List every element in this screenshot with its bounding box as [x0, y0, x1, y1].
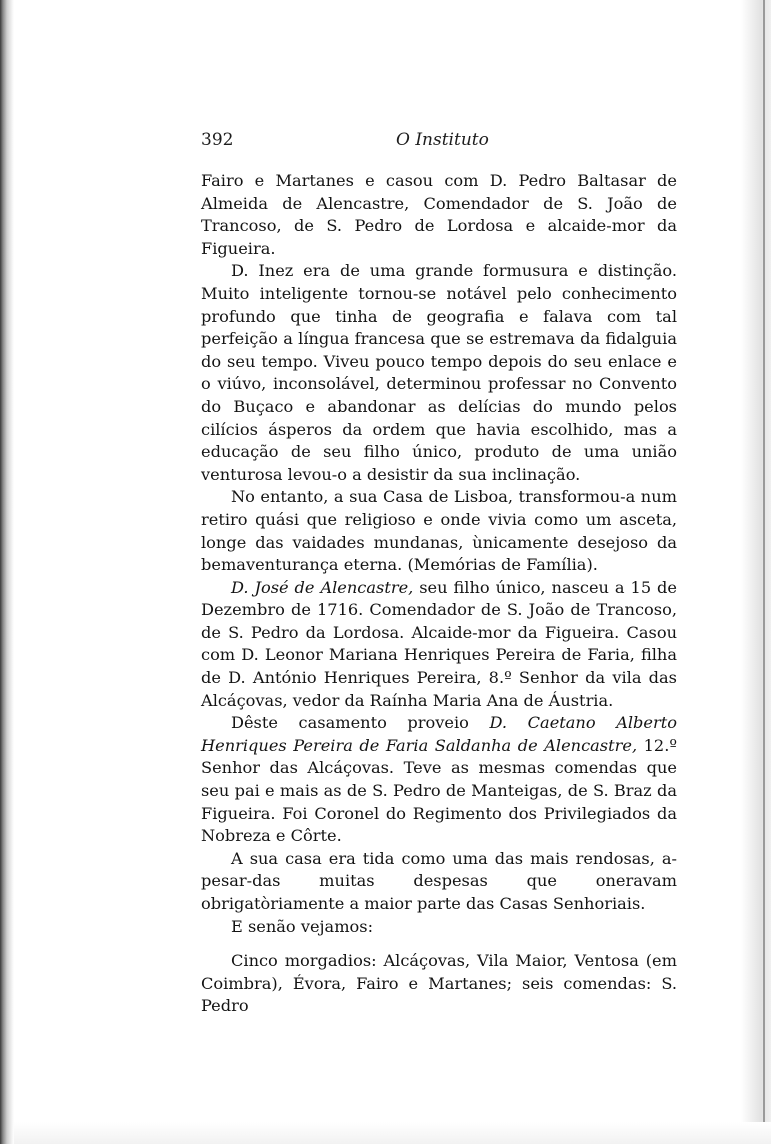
paragraph-1: Fairo e Martanes e casou com D. Pedro Baltasar de Almeida de Alencastre, Comendador de S. João de Trancoso, de S. Pedro de Lordosa e alcaide-mor da Figueira.: [201, 171, 677, 258]
body-text: [201, 170, 677, 1018]
paragraph-3: No entanto, a sua Casa de Lisboa, transformou-a num retiro quási que religioso e onde vivia como um asceta, longe das vaidades mundanas, ùnicamente desejoso da bemaventurança eterna. (Memórias de Família).: [201, 487, 677, 575]
paragraph-5: [201, 712, 677, 848]
paragraph-6: A sua casa era tida como uma das mais rendosas, a-pesar-das muitas despesas que oneravam obrigatòriamente a maior parte das Casas Senhoriais.: [201, 848, 677, 913]
page-edge-right-line: [763, 0, 765, 1144]
page-header: [201, 130, 677, 154]
paragraph-5-text-before: Dêste casamento proveio: [231, 713, 490, 733]
paragraph-5-text-after: 12.º Senhor das Alcáçovas. Teve as mesmas comendas que seu pai e mais as de S. Pedro de Manteigas, de S. Braz da Figueira. Foi Coronel do Regimento dos Privilegiados da Nobreza e Côrte.: [201, 735, 677, 846]
page-edge-left: [0, 0, 14, 1144]
paragraph-4: [201, 577, 677, 713]
paragraph-7: E senão vejamos:: [231, 916, 374, 936]
paragraph-4-text: seu filho único, nasceu a 15 de Dezembro de 1716. Comendador de S. João de Trancoso, de S. Pedro da Lordosa. Alcaide-mor da Figueira. Casou com D. Leonor Mariana Henriques Pereira de Faria, filha de D. António Henriques Pereira, 8.º Senhor da vila das Alcáçovas, vedor da Raínha Maria Ana de Áustria.: [201, 577, 677, 710]
running-title: O Instituto: [396, 130, 489, 150]
page-edge-right: [741, 0, 771, 1144]
paragraph-4-italic-name: D. José de Alencastre,: [231, 577, 414, 597]
bottom-shadow: [14, 1122, 771, 1144]
paragraph-5-italic-name: D. Caetano Alberto Henriques Pereira de Faria Saldanha de Alencastre,: [201, 713, 677, 755]
paragraph-2: D. Inez era de uma grande formusura e distinção. Muito inteligente tornou-se notável pelo conhecimento profundo que tinha de geografia e falava com tal perfeição a língua francesa que se estremava da fidalguia do seu tempo. Viveu pouco tempo depois do seu enlace e o viúvo, inconsolável, determinou professar no Convento do Buçaco e abandonar as delícias do mundo pelos cilícios ásperos da ordem que havia escolhido, mas a educação de seu filho único, produto de uma união venturosa levou-o a desistir da sua inclinação.: [201, 261, 677, 484]
page-number: 392: [201, 130, 234, 150]
paragraph-8: Cinco morgadios: Alcáçovas, Vila Maior, Ventosa (em Coimbra), Évora, Fairo e Martanes; seis comendas: S. Pedro: [201, 951, 677, 1016]
